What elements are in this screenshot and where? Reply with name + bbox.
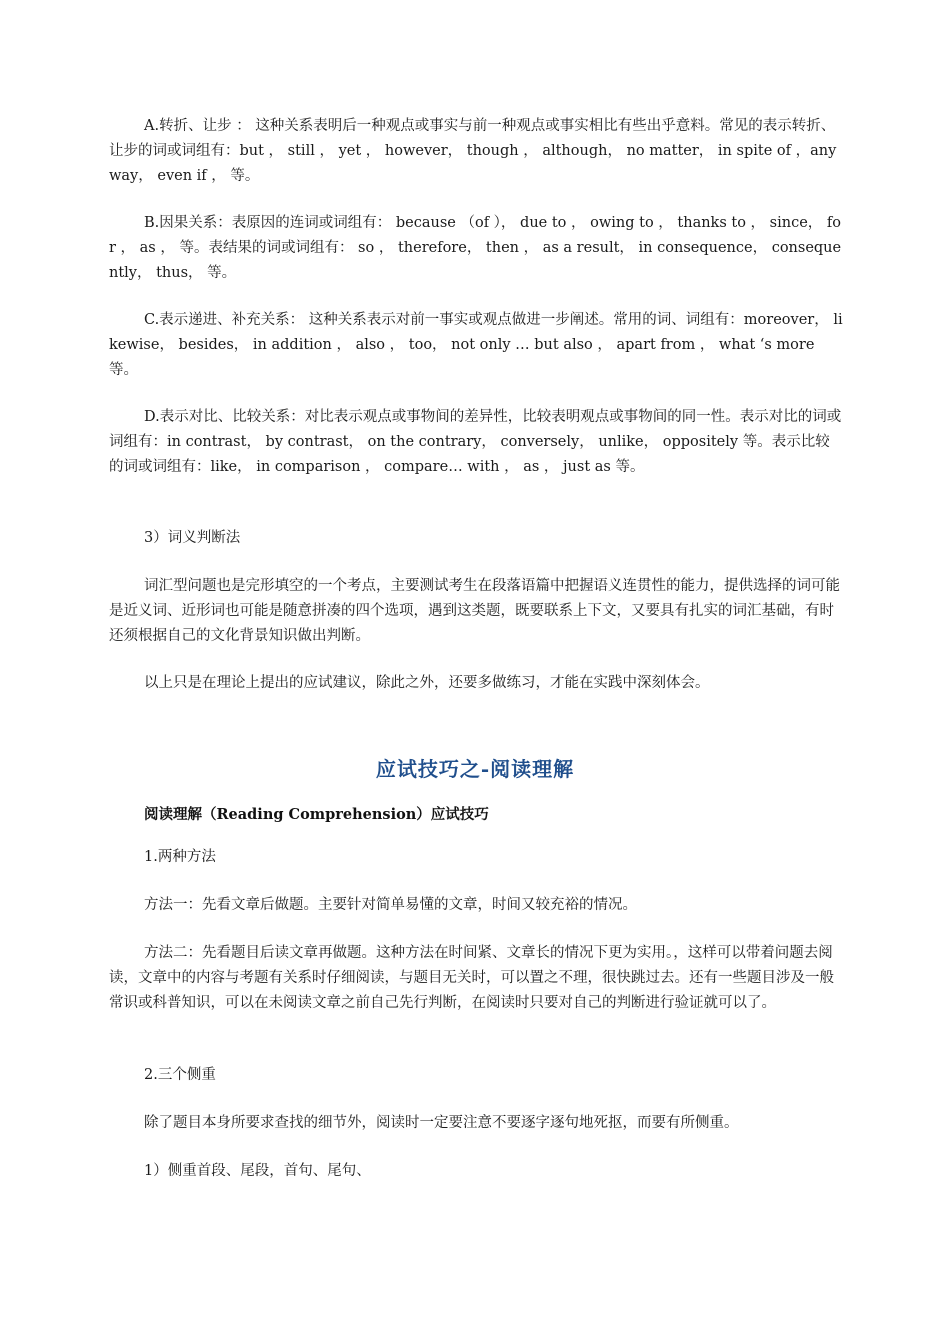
section-subtitle: 阅读理解（Reading Comprehension）应试技巧: [144, 806, 489, 823]
paragraph-summary: 以上只是在理论上提出的应试建议，除此之外，还要多做练习，才能在实践中深刻体会。: [144, 675, 710, 691]
paragraph-three-focus: 2.三个侧重: [144, 1067, 216, 1083]
paragraph-vocab: 词汇型问题也是完形填空的一个考点，主要测试考生在段落语篇中把握语义连贯性的能力，提供选择的词可能是近义词、近形词也可能是随意拼凑的四个选项，遇到这类题，既要联系上下文，又要具有扎实的词汇基础，有时还须根据自己的文化背景知识做出判断。: [109, 578, 840, 644]
paragraph-method1: 方法一：先看文章后做题。主要针对简单易懂的文章，时间又较充裕的情况。: [144, 897, 637, 913]
paragraph-comparison: D.表示对比、比较关系：对比表示观点或事物间的差异性，比较表明观点或事物间的同一性。表示对比的词或词组有：in contrast， by contrast， on the contrary， conversely， unlike， oppositely 等。表示比较的词或词组有：like， in comparison ， compare… with ， as ， just as 等。: [109, 409, 842, 475]
paragraph-method3: 3）词义判断法: [144, 530, 241, 546]
paragraph-focus-intro: 除了题目本身所要求查找的细节外，阅读时一定要注意不要逐字逐句地死抠，而要有所侧重。: [144, 1115, 739, 1131]
paragraph-method2: 方法二：先看题目后读文章再做题。这种方法在时间紧、文章长的情况下更为实用。，这样可以带着问题去阅读，文章中的内容与考题有关系时仔细阅读，与题目无关时，可以置之不理，很快跳过去。还有一些题目涉及一般常识或科普知识，可以在未阅读文章之前自己先行判断，在阅读时只要对自己的判断进行验证就可以了。: [109, 945, 834, 1011]
paragraph-contrast: A.转折、让步 ： 这种关系表明后一种观点或事实与前一种观点或事实相比有些出乎意料。常见的表示转折、让步的词或词组有：but ， still ， yet ， however， though ， although， no matter， in spite of ，anyway， even if ， 等。: [109, 118, 837, 184]
paragraph-focus1: 1）侧重首段、尾段，首句、尾句、: [144, 1163, 371, 1179]
section-title: 应试技巧之-阅读理解: [375, 757, 575, 781]
paragraph-cause-effect: B.因果关系：表原因的连词或词组有： because （of ）， due to ， owing to ， thanks to ， since， for ， as ， 等。表结果的词或词组有： so ， therefore， then ， as a result， in consequence， consequently， thus， 等。: [109, 215, 842, 281]
paragraph-two-methods: 1.两种方法: [144, 849, 216, 865]
paragraph-progression: C.表示递进、补充关系： 这种关系表示对前一事实或观点做进一步阐述。常用的词、词组有：moreover， likewise， besides， in addition ， also ， too， not only … but also ， apart from ， what ‘s more 等。: [109, 312, 843, 378]
